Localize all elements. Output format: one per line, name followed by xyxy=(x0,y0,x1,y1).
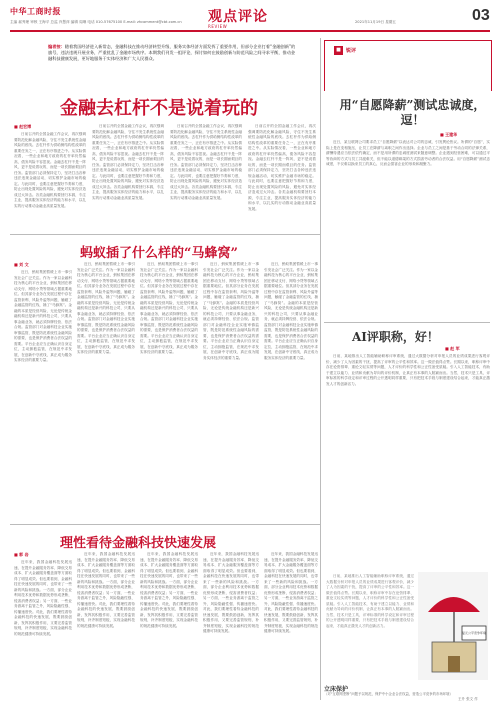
cartoon-caption: （对“互联网垄断”问题予以规范，保护中小企业合法权益，营造公平竞争的市场环境） xyxy=(324,692,453,696)
cartoon-illustration xyxy=(418,572,488,680)
top-rule xyxy=(10,30,490,32)
cartoon-title: 立床保护 xyxy=(324,686,349,693)
date-line: 2021年11月19日 星期五 xyxy=(355,20,396,24)
page-number: 03 xyxy=(472,7,490,24)
article-3-body: 近年来，我国金融科技发展迅速，在提升金融服务效率、降低交易成本、扩大金融服务覆盖面等方面取得了明显成效。但也要看到，金融科技在快速发展的同时，也带来了一些新的风险和挑战。一方面，部分企业利用技术优势和数据优势形成垄断，侵害消费者权益；另一方面，一些业务游离于监管之外，风险隐蔽性强、传播速度快。对此，我们要理性看待金融科技的快速发展，既要鼓励创新，发挥其积极作用，又要完善监管规则，补齐制度短板，实现金融科技的规范健康可持续发展。 xyxy=(264,552,318,633)
editor-note-text: 随着我国经济进入新常态，金融科技在推动经济转型升级、服务实体经济方面发挥了重要作用，但部分企业打着“金融创新”的旗号，违法违规开展业务，严重扰乱了金融市场秩序。本期我们刊发一组评论，探讨如何在鼓励创新与防范风险之间寻求平衡，推动金融科技健康发展，更好地服务于实体经济和广大人民群众。 xyxy=(48,44,296,62)
cartoon-door xyxy=(448,656,460,672)
divider xyxy=(10,234,320,235)
article-3-body: 近年来，我国金融科技发展迅速，在提升金融服务效率、降低交易成本、扩大金融服务覆盖面等方面取得了明显成效。但也要看到，金融科技在快速发展的同时，也带来了一些新的风险和挑战。一方面，部分企业利用技术优势和数据优势形成垄断，侵害消费者权益；另一方面，一些业务游离于监管之外，风险隐蔽性强、传播速度快。对此，我们要理性看待金融科技的快速发展，既要鼓励创新，发挥其积极作用，又要完善监管规则，补齐制度短板，实现金融科技的规范健康可持续发展。 xyxy=(14,560,72,636)
article-3-byline: ■ 郭 岩 xyxy=(14,552,29,557)
masthead-info: 主编 郝秀理 审核 王海平 总监 肖慧萍 编辑 周琳 电话 010-57675100 E-mail: zhcomment@cbt.com.cn xyxy=(10,20,182,24)
article-1-col-2 xyxy=(92,124,164,230)
article-3-col-3 xyxy=(140,552,198,698)
article-1-byline: ■ 赵宏博 xyxy=(14,124,32,129)
article-2-body: 近日，蚂蚁集团暂缓上市一事引发社会广泛关注。作为一家以金融科技为核心的平台企业，蚂蚁集团在移动支付、网络小贷等领域占据重要地位。但其部分业务在发展过程中存在监管套利、风险外溢等问题，触碰了金融监管的红线，捅了“马蜂窝”。金融的本质是经营风险，无论是传统金融机构还是新兴的科技公司，只要从事金融业务，就必须持牌经营、依法合规。监管部门对金融科技企业实施审慎监管，既是防范系统性金融风险的需要，也是保护消费者合法权益的需要。平台企业应当正确认识自身定位，主动拥抱监管，在规范中求发展，在创新中守底线，真正成为服务实体经济的重要力量。 xyxy=(264,262,318,360)
article-1-body: 日前召开的全国金融工作会议，再次强调要防范化解金融风险，守住不发生系统性金融风险的底线。去杠杆作为供给侧结构性改革的重要任务之一，正在有序推进之中。从实际情况看，一些企业和地方政府的杠杆率仍然偏高，债务风险不容忽视。金融去杠杆不是一阵风，更不是说着玩的，而是一项长期而艰巨的任务。监管部门必须保持定力，坚决打击各种违法违规金融活动，切实维护金融市场的稳定。与此同时，也要注意把握好节奏和力度，防止出现处置风险的风险，避免对实体经济造成过大冲击。各类金融机构要回归本源，专注主业，提高服务实体经济的能力和水平，以扎实的行动推动金融业高质量发展。 xyxy=(92,124,164,200)
article-5-title: AI评职称，好！ xyxy=(352,330,439,344)
article-1-col-4 xyxy=(248,124,316,230)
masthead-name: 中华工商时报 xyxy=(10,7,61,16)
article-3-title: 理性看待金融科技快速发展 xyxy=(60,536,217,551)
article-5-col xyxy=(326,354,490,568)
cartoon-credit: 王升 张文 作 xyxy=(458,697,478,701)
article-4-col xyxy=(326,140,490,318)
commentary-tag: ■ 锐评 xyxy=(334,46,356,55)
article-3-col-1 xyxy=(14,560,72,698)
article-2-body: 近日，蚂蚁集团暂缓上市一事引发社会广泛关注。作为一家以金融科技为核心的平台企业，蚂蚁集团在移动支付、网络小贷等领域占据重要地位。但其部分业务在发展过程中存在监管套利、风险外溢等问题，触碰了金融监管的红线，捅了“马蜂窝”。金融的本质是经营风险，无论是传统金融机构还是新兴的科技公司，只要从事金融业务，就必须持牌经营、依法合规。监管部门对金融科技企业实施审慎监管，既是防范系统性金融风险的需要，也是保护消费者合法权益的需要。平台企业应当正确认识自身定位，主动拥抱监管，在规范中求发展，在创新中守底线，真正成为服务实体经济的重要力量。 xyxy=(203,262,259,360)
article-1-body: 日前召开的全国金融工作会议，再次强调要防范化解金融风险，守住不发生系统性金融风险的底线。去杠杆作为供给侧结构性改革的重要任务之一，正在有序推进之中。从实际情况看，一些企业和地方政府的杠杆率仍然偏高，债务风险不容忽视。金融去杠杆不是一阵风，更不是说着玩的，而是一项长期而艰巨的任务。监管部门必须保持定力，坚决打击各种违法违规金融活动，切实维护金融市场的稳定。与此同时，也要注意把握好节奏和力度，防止出现处置风险的风险，避免对实体经济造成过大冲击。各类金融机构要回归本源，专注主业，提高服务实体经济的能力和水平，以扎实的行动推动金融业高质量发展。 xyxy=(248,124,316,211)
article-1-body: 日前召开的全国金融工作会议，再次强调要防范化解金融风险，守住不发生系统性金融风险的底线。去杠杆作为供给侧结构性改革的重要任务之一，正在有序推进之中。从实际情况看，一些企业和地方政府的杠杆率仍然偏高，债务风险不容忽视。金融去杠杆不是一阵风，更不是说着玩的，而是一项长期而艰巨的任务。监管部门必须保持定力，坚决打击各种违法违规金融活动，切实维护金融市场的稳定。与此同时，也要注意把握好节奏和力度，防止出现处置风险的风险，避免对实体经济造成过大冲击。各类金融机构要回归本源，专注主业，提高服务实体经济的能力和水平，以扎实的行动推动金融业高质量发展。 xyxy=(14,132,86,208)
section-en: REVIEW xyxy=(208,24,228,29)
article-3-col-4 xyxy=(203,552,259,698)
article-3-body: 近年来，我国金融科技发展迅速，在提升金融服务效率、降低交易成本、扩大金融服务覆盖面等方面取得了明显成效。但也要看到，金融科技在快速发展的同时，也带来了一些新的风险和挑战。一方面，部分企业利用技术优势和数据优势形成垄断，侵害消费者权益；另一方面，一些业务游离于监管之外，风险隐蔽性强、传播速度快。对此，我们要理性看待金融科技的快速发展，既要鼓励创新，发挥其积极作用，又要完善监管规则，补齐制度短板，实现金融科技的规范健康可持续发展。 xyxy=(77,552,135,628)
article-2-body: 近日，蚂蚁集团暂缓上市一事引发社会广泛关注。作为一家以金融科技为核心的平台企业，蚂蚁集团在移动支付、网络小贷等领域占据重要地位。但其部分业务在发展过程中存在监管套利、风险外溢等问题，触碰了金融监管的红线，捅了“马蜂窝”。金融的本质是经营风险，无论是传统金融机构还是新兴的科技公司，只要从事金融业务，就必须持牌经营、依法合规。监管部门对金融科技企业实施审慎监管，既是防范系统性金融风险的需要，也是保护消费者合法权益的需要。平台企业应当正确认识自身定位，主动拥抱监管，在规范中求发展，在创新中守底线，真正成为服务实体经济的重要力量。 xyxy=(14,270,72,362)
divider xyxy=(324,322,490,323)
article-4-body: 近日，某互联网公司要求员工“自愿降薪”以表达对公司的忠诚，引发舆论热议。所谓的“自愿”，实际上是在变相施压，让员工在降薪与离职之间作出选择。企业与员工之间是基于劳动合同的法律关系，薪酬待遇应当依法依约确定，而不是用所谓的忠诚度测试来随意调整。企业遇到经营困难，可以通过平等协商的方式与员工共渡难关，但不能以道德绑架的方式损害劳动者的合法权益。用“自愿降薪”测试忠诚度，不仅难以换来员工的真心，反而会损害企业的形象和凝聚力。 xyxy=(326,140,490,166)
article-2-col-3 xyxy=(140,262,198,520)
article-3-col-2 xyxy=(77,552,135,698)
article-4-title: 用“自愿降薪”测试忠诚度，逗！ xyxy=(339,98,486,127)
column-divider xyxy=(320,38,321,700)
cartoon-sign-text: 复元公平竞争环境 xyxy=(461,631,487,635)
section-title: 观点评论 xyxy=(208,9,268,25)
article-2-body: 近日，蚂蚁集团暂缓上市一事引发社会广泛关注。作为一家以金融科技为核心的平台企业，蚂蚁集团在移动支付、网络小贷等领域占据重要地位。但其部分业务在发展过程中存在监管套利、风险外溢等问题，触碰了金融监管的红线，捅了“马蜂窝”。金融的本质是经营风险，无论是传统金融机构还是新兴的科技公司，只要从事金融业务，就必须持牌经营、依法合规。监管部门对金融科技企业实施审慎监管，既是防范系统性金融风险的需要，也是保护消费者合法权益的需要。平台企业应当正确认识自身定位，主动拥抱监管，在规范中求发展，在创新中守底线，真正成为服务实体经济的重要力量。 xyxy=(140,262,198,354)
editor-note xyxy=(48,44,298,62)
article-1-col-3 xyxy=(170,124,242,230)
article-2-body: 近日，蚂蚁集团暂缓上市一事引发社会广泛关注。作为一家以金融科技为核心的平台企业，蚂蚁集团在移动支付、网络小贷等领域占据重要地位。但其部分业务在发展过程中存在监管套利、风险外溢等问题，触碰了金融监管的红线，捅了“马蜂窝”。金融的本质是经营风险，无论是传统金融机构还是新兴的科技公司，只要从事金融业务，就必须持牌经营、依法合规。监管部门对金融科技企业实施审慎监管，既是防范系统性金融风险的需要，也是保护消费者合法权益的需要。平台企业应当正确认识自身定位，主动拥抱监管，在规范中求发展，在创新中守底线，真正成为服务实体经济的重要力量。 xyxy=(77,262,135,354)
article-3-col-5 xyxy=(264,552,318,698)
article-2-byline: ■ 刘 文 xyxy=(14,262,29,267)
article-2-col-2 xyxy=(77,262,135,520)
article-5-body: 日前，某地推出人工智能辅助职称评审系统，通过大数据分析对申报人员的业绩成果进行客观评价，减少了人为因素的干扰，提高了评审的公平性和效率。这一做法值得点赞。长期以来，职称评审中存在论资排辈、重论文轻实绩等问题，人才评价的科学性和公正性备受质疑。引入人工智能技术，有助于建立以能力、业绩和贡献为导向的评价机制，让真正有本事的人脱颖而出。当然，技术只是工具，评审标准的科学设定和评审过程的公开透明同样重要，只有把技术手段与制度建设结合起来，才能真正激发人才的创新活力。 xyxy=(326,574,414,628)
article-2-col-4 xyxy=(203,262,259,520)
article-3-body: 近年来，我国金融科技发展迅速，在提升金融服务效率、降低交易成本、扩大金融服务覆盖面等方面取得了明显成效。但也要看到，金融科技在快速发展的同时，也带来了一些新的风险和挑战。一方面，部分企业利用技术优势和数据优势形成垄断，侵害消费者权益；另一方面，一些业务游离于监管之外，风险隐蔽性强、传播速度快。对此，我们要理性看待金融科技的快速发展，既要鼓励创新，发挥其积极作用，又要完善监管规则，补齐制度短板，实现金融科技的规范健康可持续发展。 xyxy=(140,552,198,628)
article-4-byline: ■ 王建华 xyxy=(440,132,458,137)
article-5-byline: ■ 赵 军 xyxy=(445,346,460,351)
article-5-body: 日前，某地推出人工智能辅助职称评审系统，通过大数据分析对申报人员的业绩成果进行客观评价，减少了人为因素的干扰，提高了评审的公平性和效率。这一做法值得点赞。长期以来，职称评审中存在论资排辈、重论文轻实绩等问题，人才评价的科学性和公正性备受质疑。引入人工智能技术，有助于建立以能力、业绩和贡献为导向的评价机制，让真正有本事的人脱颖而出。当然，技术只是工具，评审标准的科学设定和评审过程的公开透明同样重要，只有把技术手段与制度建设结合起来，才能真正激发人才的创新活力。 xyxy=(326,354,490,386)
commentary-tag-icon: ■ xyxy=(334,46,343,55)
editor-note-label: 编者按： xyxy=(48,44,65,49)
divider xyxy=(10,524,320,525)
article-3-body: 近年来，我国金融科技发展迅速，在提升金融服务效率、降低交易成本、扩大金融服务覆盖面等方面取得了明显成效。但也要看到，金融科技在快速发展的同时，也带来了一些新的风险和挑战。一方面，部分企业利用技术优势和数据优势形成垄断，侵害消费者权益；另一方面，一些业务游离于监管之外，风险隐蔽性强、传播速度快。对此，我们要理性看待金融科技的快速发展，既要鼓励创新，发挥其积极作用，又要完善监管规则，补齐制度短板，实现金融科技的规范健康可持续发展。 xyxy=(203,552,259,633)
article-1-title: 金融去杠杆不是说着玩的 xyxy=(60,98,258,119)
article-1-body: 日前召开的全国金融工作会议，再次强调要防范化解金融风险，守住不发生系统性金融风险的底线。去杠杆作为供给侧结构性改革的重要任务之一，正在有序推进之中。从实际情况看，一些企业和地方政府的杠杆率仍然偏高，债务风险不容忽视。金融去杠杆不是一阵风，更不是说着玩的，而是一项长期而艰巨的任务。监管部门必须保持定力，坚决打击各种违法违规金融活动，切实维护金融市场的稳定。与此同时，也要注意把握好节奏和力度，防止出现处置风险的风险，避免对实体经济造成过大冲击。各类金融机构要回归本源，专注主业，提高服务实体经济的能力和水平，以扎实的行动推动金融业高质量发展。 xyxy=(170,124,242,200)
article-2-col-5 xyxy=(264,262,318,520)
article-2-title: 蚂蚁插了什么样的“马蜂窝” xyxy=(80,246,238,261)
article-1-col-1 xyxy=(14,132,86,230)
cartoon-text-block xyxy=(326,574,414,678)
article-2-col-1 xyxy=(14,270,72,520)
